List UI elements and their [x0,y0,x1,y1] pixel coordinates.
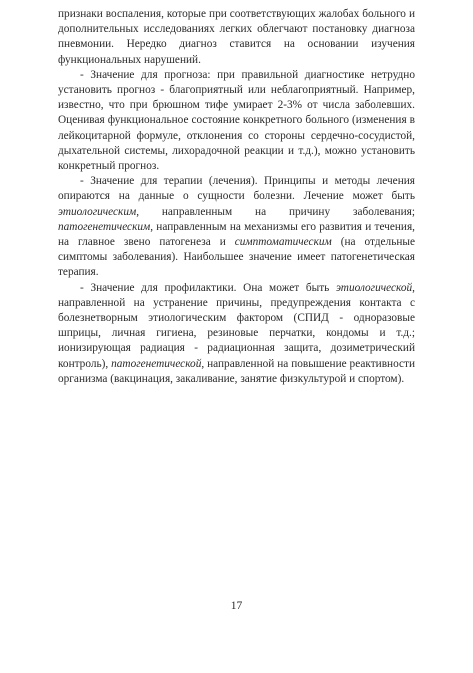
therapy-text-4: (на отдельные симптомы заболевания). Наибольшее значение имеет патогенетическая терапия. [58,236,415,279]
therapy-paragraph [58,174,415,280]
prevention-term-etiological: этиологической [335,281,413,294]
therapy-term-pathogenetic: патогенетическим [58,220,151,233]
therapy-term-etiological: этиологическим [58,205,137,218]
page-body [58,7,415,387]
intro-paragraph: признаки воспаления, которые при соответствующих жалобах больного и дополнительных исследованиях легких облегчают постановку диагноза пневмонии. Нередко диагноз ставится на основании изучения функциональных нарушений. [58,8,415,66]
prevention-text-3: , направленной на повышение реактивности организма (вакцинация, закаливание, занятие физкультурой и спортом). [58,357,415,385]
therapy-text-1: - Значение для терапии (лечения). Принципы и методы лечения опираются на данные о сущности болезни. Лечение может быть [58,175,415,203]
therapy-text-3: , направленным на механизмы его развития и течения, на главное звено патогенеза и [58,220,415,249]
therapy-text-2: , направленным на причину заболевания; [136,205,415,218]
page-number: 17 [230,600,243,612]
therapy-term-symptomatic: симптоматическим [234,236,332,249]
prevention-text-2: , направленной на устранение причины, предупреждения контакта с болезнетворным этиологическим фактором (СПИД - одноразовые шприцы, личная гигиена, резиновые перчатки, кондомы и т.д.; ионизирующая радиация - радиационная защита, дозиметрический контроль), [58,281,415,370]
prognosis-paragraph: - Значение для прогноза: при правильной диагностике нетрудно установить прогноз - благоприятный или неблагоприятный. Например, известно, что при брюшном тифе умирает 2-3% от числа заболевших. Оценивая функциональное состояние конкретного больного (изменения в лейкоцитарной формуле, отклонения со стороны сердечно-сосудистой, дыхательной системы, лихорадочной реакции и т.д.), можно установить конкретный прогноз. [58,68,415,173]
prevention-paragraph [58,281,415,387]
prevention-text-1: - Значение для профилактики. Она может быть [80,281,336,294]
prevention-term-pathogenetic: патогенетической [111,357,202,370]
